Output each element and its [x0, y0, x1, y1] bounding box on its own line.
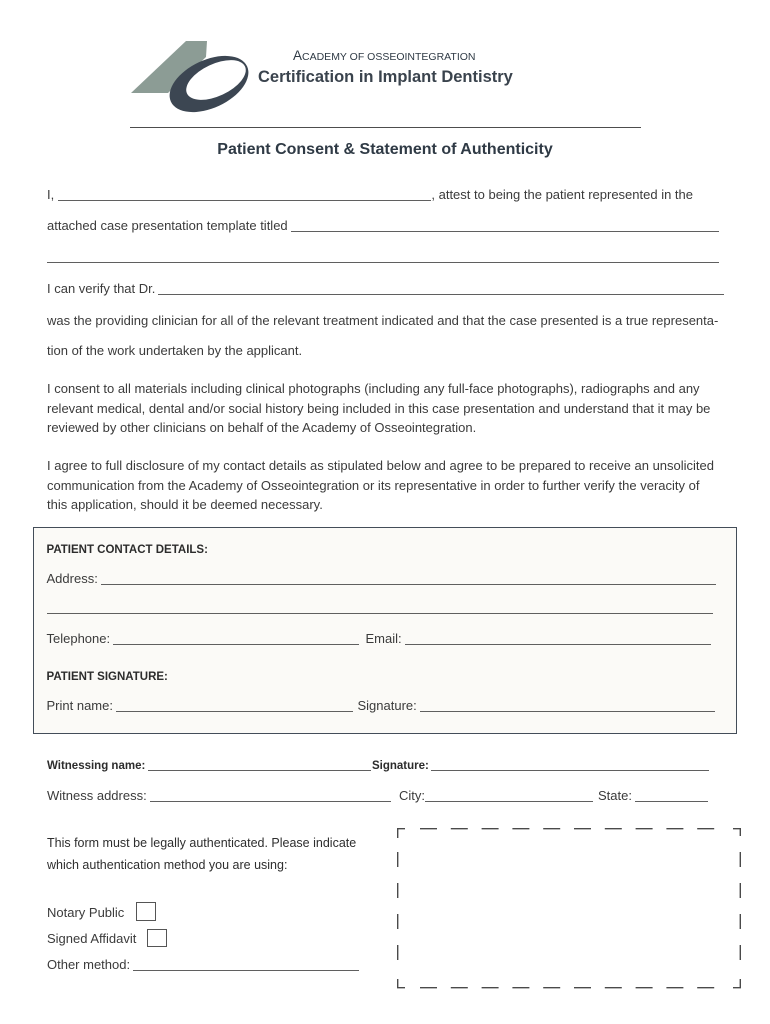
stamp-corner-bottom-right	[733, 979, 740, 988]
template-title-label: attached case presentation template titled	[47, 218, 288, 233]
email-row	[366, 631, 711, 647]
state-label: State:	[598, 788, 632, 803]
authentication-instruction-line: which authentication method you are using:	[47, 858, 288, 872]
program-name: Certification in Implant Dentistry	[258, 68, 513, 86]
witness-signature-row	[372, 758, 709, 774]
organization-name: ACADEMY OF OSSEOINTEGRATION	[293, 48, 476, 63]
academy-logo-icon	[125, 35, 255, 120]
disclosure-paragraph	[47, 456, 714, 515]
email-label: Email:	[365, 630, 402, 646]
patient-signature-field[interactable]	[420, 711, 715, 712]
template-title-field[interactable]	[291, 231, 719, 232]
address-field[interactable]	[101, 584, 716, 585]
notary-public-label: Notary Public	[47, 905, 125, 920]
attestation-suffix: , attest to being the patient represented in the	[431, 187, 693, 202]
consent-line: I consent to all materials including clinical photographs (including any full-face photographs), radiographs and any	[47, 381, 700, 396]
telephone-label: Telephone:	[46, 630, 111, 646]
clinician-statement-line-1: was the providing clinician for all of the relevant treatment indicated and that the case presented is a true representa-	[47, 313, 719, 328]
patient-signature-row	[358, 698, 715, 714]
witness-address-row	[47, 788, 391, 804]
page-title: Patient Consent & Statement of Authenticity	[217, 141, 553, 158]
header-divider	[130, 127, 641, 128]
patient-contact-heading: PATIENT CONTACT DETAILS:	[46, 543, 208, 556]
address-row	[47, 571, 716, 587]
telephone-row	[47, 631, 359, 647]
stamp-corner-top-right	[733, 829, 740, 836]
witness-address-label: Witness address:	[47, 788, 147, 803]
patient-name-field[interactable]	[58, 200, 431, 201]
city-label: City:	[399, 788, 425, 803]
stamp-corner-bottom-left	[398, 979, 405, 988]
print-name-row	[47, 698, 353, 714]
patient-details-box	[33, 527, 737, 734]
signed-affidavit-label: Signed Affidavit	[47, 931, 137, 946]
print-name-field[interactable]	[116, 711, 353, 712]
witness-address-field[interactable]	[150, 801, 391, 802]
signed-affidavit-checkbox[interactable]	[147, 929, 167, 947]
consent-line: relevant medical, dental and/or social history being included in this case presentation and understand that it may be	[47, 400, 711, 416]
disclosure-line: this application, should it be deemed necessary.	[47, 497, 323, 512]
other-method-label: Other method:	[47, 957, 131, 972]
city-field[interactable]	[425, 801, 593, 802]
disclosure-line: I agree to full disclosure of my contact details as stipulated below and agree to be prepared to receive an unsolicited	[47, 458, 715, 473]
doctor-label: I can verify that Dr.	[47, 281, 156, 296]
clinician-statement-line-2: tion of the work undertaken by the applicant.	[47, 343, 303, 358]
witness-name-label: Witnessing name:	[47, 760, 146, 772]
doctor-name-field[interactable]	[158, 294, 724, 295]
other-method-field[interactable]	[133, 970, 359, 971]
doctor-verification-row	[47, 281, 724, 297]
consent-paragraph	[47, 379, 710, 438]
attestation-prefix: I,	[47, 187, 55, 202]
template-title-row	[47, 218, 719, 234]
patient-attestation-row	[47, 187, 693, 203]
authentication-instruction-line: This form must be legally authenticated. Please indicate	[47, 836, 357, 850]
address-field-line-2[interactable]	[47, 613, 713, 614]
witness-name-row	[47, 758, 371, 774]
telephone-field[interactable]	[113, 644, 358, 645]
state-row	[598, 788, 708, 804]
witness-signature-label: Signature:	[372, 760, 429, 772]
email-field[interactable]	[405, 644, 711, 645]
notary-public-checkbox[interactable]	[136, 902, 156, 921]
authentication-instructions	[47, 832, 356, 876]
patient-signature-label: Signature:	[357, 697, 417, 713]
authentication-stamp-area	[390, 820, 750, 996]
patient-signature-heading: PATIENT SIGNATURE:	[46, 670, 168, 683]
other-method-row	[47, 957, 359, 973]
state-field[interactable]	[635, 801, 708, 802]
print-name-label: Print name:	[46, 697, 113, 713]
stamp-corner-top-left	[398, 829, 405, 838]
witness-name-field[interactable]	[148, 770, 371, 771]
city-row	[399, 788, 593, 804]
consent-line: reviewed by other clinicians on behalf of the Academy of Osseointegration.	[47, 420, 477, 435]
template-title-field-line-2[interactable]	[47, 262, 719, 263]
disclosure-line: communication from the Academy of Osseointegration or its representative in order to further verify the veracity of	[47, 477, 700, 493]
address-label: Address:	[46, 570, 98, 586]
witness-signature-field[interactable]	[431, 770, 709, 771]
